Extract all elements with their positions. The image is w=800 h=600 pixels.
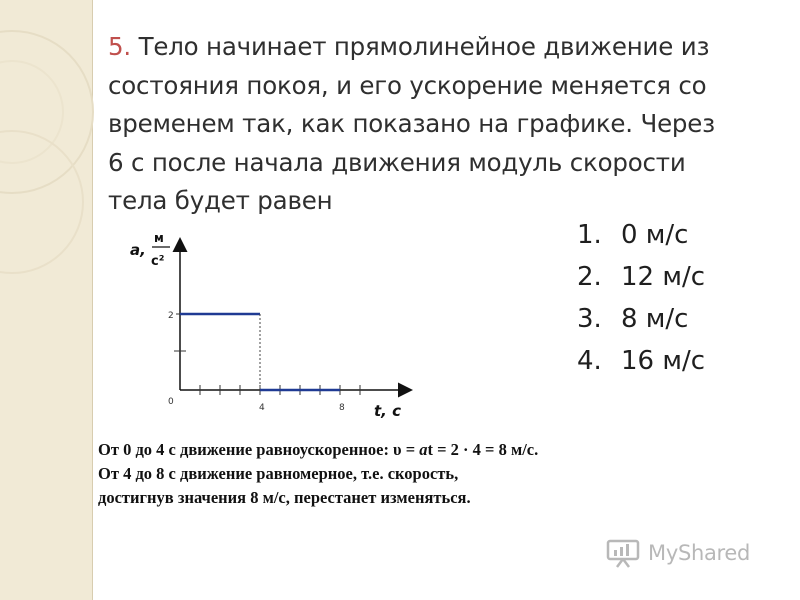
question-line-1: 5. Тело начинает прямолинейное движение из <box>108 32 710 61</box>
solution-text <box>98 438 738 510</box>
question-number: 5. <box>108 32 131 61</box>
question-line-3: временем так, как показано на графике. Через <box>108 109 715 138</box>
y-tick-label: 2 <box>168 311 174 321</box>
acceleration-time-graph <box>112 220 422 420</box>
y-unit-denominator: с² <box>151 254 165 269</box>
answer-option-3[interactable]: 3. 8 м/с <box>577 304 689 334</box>
myshared-logo[interactable] <box>606 536 750 570</box>
solution-line-1: От 0 до 4 с движение равноускоренное: υ = at = 2 · 4 = 8 м/с. <box>98 440 539 459</box>
x-tick-label-8: 8 <box>339 403 345 413</box>
solution-line-3: достигнув значения 8 м/с, перестанет изменяться. <box>98 488 471 507</box>
logo-text: MyShared <box>648 541 751 565</box>
x-tick-label-0: 0 <box>168 397 174 407</box>
x-axis-label: t, c <box>374 402 401 420</box>
acceleration-series <box>180 314 340 390</box>
question-text <box>108 28 768 221</box>
answer-option-4[interactable]: 4. 16 м/с <box>577 346 706 376</box>
question-line-4: 6 с после начала движения модуль скорости <box>108 147 686 177</box>
answer-option-2[interactable]: 2. 12 м/с <box>577 262 706 292</box>
x-tick-label-4: 4 <box>259 403 265 413</box>
y-axis-label: a, <box>130 241 146 259</box>
y-unit-numerator: м <box>154 231 164 245</box>
answer-option-1[interactable]: 1. 0 м/с <box>577 220 689 250</box>
side-band-edge <box>92 0 93 600</box>
question-line-2: состояния покоя, и его ускорение меняется со <box>108 70 707 100</box>
answer-options <box>577 214 705 382</box>
solution-line-2: От 4 до 8 с движение равномерное, т.е. скорость, <box>98 464 459 483</box>
presentation-board-icon <box>606 538 642 568</box>
question-line-5: тела будет равен <box>108 186 333 215</box>
